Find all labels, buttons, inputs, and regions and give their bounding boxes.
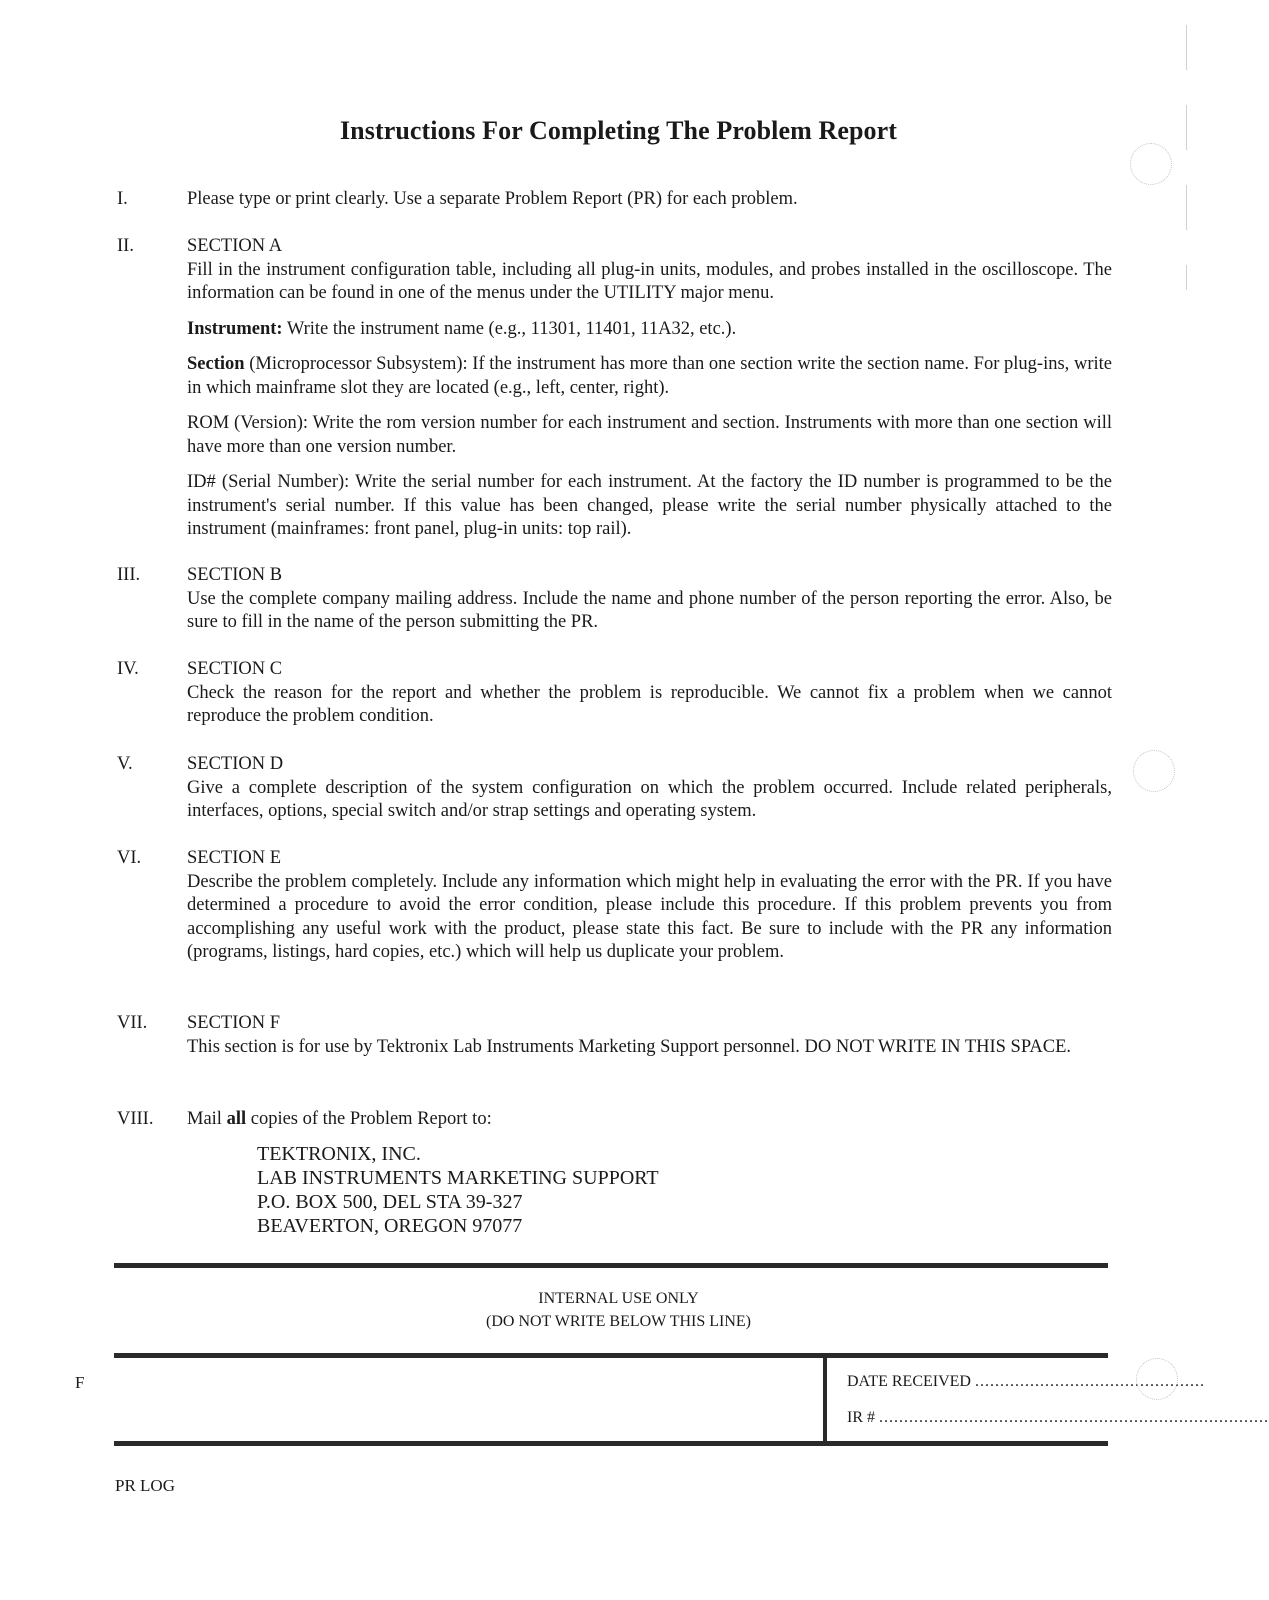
scan-edge-mark (1186, 105, 1187, 150)
punch-hole (1136, 1358, 1178, 1400)
section-heading: SECTION F (187, 1013, 281, 1033)
mail-text-bold: all (226, 1109, 247, 1129)
item-numeral: VI. (117, 848, 142, 868)
section-paragraph (187, 353, 1112, 400)
ir-number-label: IR # (847, 1409, 875, 1426)
item-numeral: II. (117, 236, 134, 256)
section-text: (Microprocessor Subsystem): If the instrument has more than one section write the section name. For plug-ins, write in which mainframe slot they are located (e.g., left, center, right). (187, 354, 1112, 398)
item-numeral: VIII. (117, 1109, 154, 1129)
section-heading: SECTION D (187, 754, 284, 774)
date-received-label: DATE RECEIVED (847, 1373, 971, 1390)
punch-hole (1130, 143, 1172, 185)
divider-rule (114, 1441, 1108, 1446)
item-numeral: I. (117, 189, 128, 209)
punch-hole (1133, 750, 1175, 792)
footer-label: PR LOG (115, 1476, 175, 1495)
item-text: Fill in the instrument configuration table, including all plug-in units, modules, and probes installed in the oscilloscope. The information can be found in one of the menus under the UTILITY major menu. (187, 259, 1112, 303)
ir-number-field[interactable] (847, 1409, 1269, 1427)
item-numeral: V. (117, 754, 133, 774)
ir-number-blank: .............................................................................. (879, 1409, 1269, 1426)
scan-edge-mark (1186, 265, 1187, 290)
item-numeral: III. (117, 565, 141, 585)
internal-use-notice (0, 1287, 1237, 1333)
date-received-field[interactable] (847, 1373, 1205, 1391)
internal-line-2: (DO NOT WRITE BELOW THIS LINE) (486, 1313, 751, 1330)
item-text: This section is for use by Tektronix Lab Instruments Marketing Support personnel. DO NOT WRITE IN THIS SPACE. (187, 1036, 1072, 1057)
instrument-paragraph (187, 318, 1112, 342)
divider-rule (114, 1353, 1108, 1358)
instrument-label: Instrument: (187, 318, 283, 339)
rom-paragraph: ROM (Version): Write the rom version number for each instrument and section. Instruments with more than one section will have more than one version number. (187, 413, 1112, 457)
section-heading: SECTION A (187, 236, 283, 256)
mailing-address (257, 1142, 659, 1238)
item-numeral: IV. (117, 659, 139, 679)
scan-edge-mark (1186, 185, 1187, 230)
address-line: TEKTRONIX, INC. (257, 1143, 421, 1165)
address-line: BEAVERTON, OREGON 97077 (257, 1215, 523, 1237)
section-heading: SECTION E (187, 848, 282, 868)
box-divider (823, 1356, 827, 1444)
item-text: Describe the problem completely. Include any information which might help in evaluating the error with the PR. If you have determined a procedure to avoid the error condition, please include this procedure. If this problem prevents you from accomplishing any useful work with the product, please state this fact. Be sure to include with the PR any information (programs, listings, hard copies, etc.) which will help us duplicate your problem. (187, 871, 1112, 962)
address-line: P.O. BOX 500, DEL STA 39-327 (257, 1191, 523, 1213)
item-text: Use the complete company mailing address. Include the name and phone number of the person reporting the error. Also, be sure to fill in the name of the person submitting the PR. (187, 588, 1112, 632)
internal-line-1: INTERNAL USE ONLY (538, 1290, 699, 1307)
id-paragraph: ID# (Serial Number): Write the serial number for each instrument. At the factory the ID number is programmed to be the instrument's serial number. If this value has been changed, please write the serial number physically attached to the instrument (mainframes: front panel, plug-in units: top rail). (187, 472, 1112, 539)
page-title: Instructions For Completing The Problem Report (339, 116, 898, 145)
item-text: Please type or print clearly. Use a separate Problem Report (PR) for each problem. (187, 189, 798, 209)
divider-rule (114, 1263, 1108, 1268)
mail-text-post: copies of the Problem Report to: (246, 1109, 492, 1129)
section-label: Section (187, 354, 245, 374)
mail-text-pre: Mail (187, 1109, 227, 1129)
item-numeral: VII. (117, 1013, 148, 1033)
instrument-text: Write the instrument name (e.g., 11301, 11401, 11A32, etc.). (282, 318, 737, 339)
item-text: Check the reason for the report and whether the problem is reproducible. We cannot fix a problem when we cannot reproduce the problem condition. (187, 682, 1112, 726)
item-text: Give a complete description of the system configuration on which the problem occurred. Include related peripherals, interfaces, options, special switch and/or strap settings and operating system. (187, 777, 1112, 821)
section-heading: SECTION C (187, 659, 283, 679)
item-text (187, 1108, 1112, 1132)
form-letter: F (75, 1373, 85, 1392)
scan-edge-mark (1186, 25, 1187, 70)
date-received-blank: .............................................. (974, 1373, 1205, 1390)
address-line: LAB INSTRUMENTS MARKETING SUPPORT (257, 1167, 659, 1189)
section-heading: SECTION B (187, 565, 283, 585)
